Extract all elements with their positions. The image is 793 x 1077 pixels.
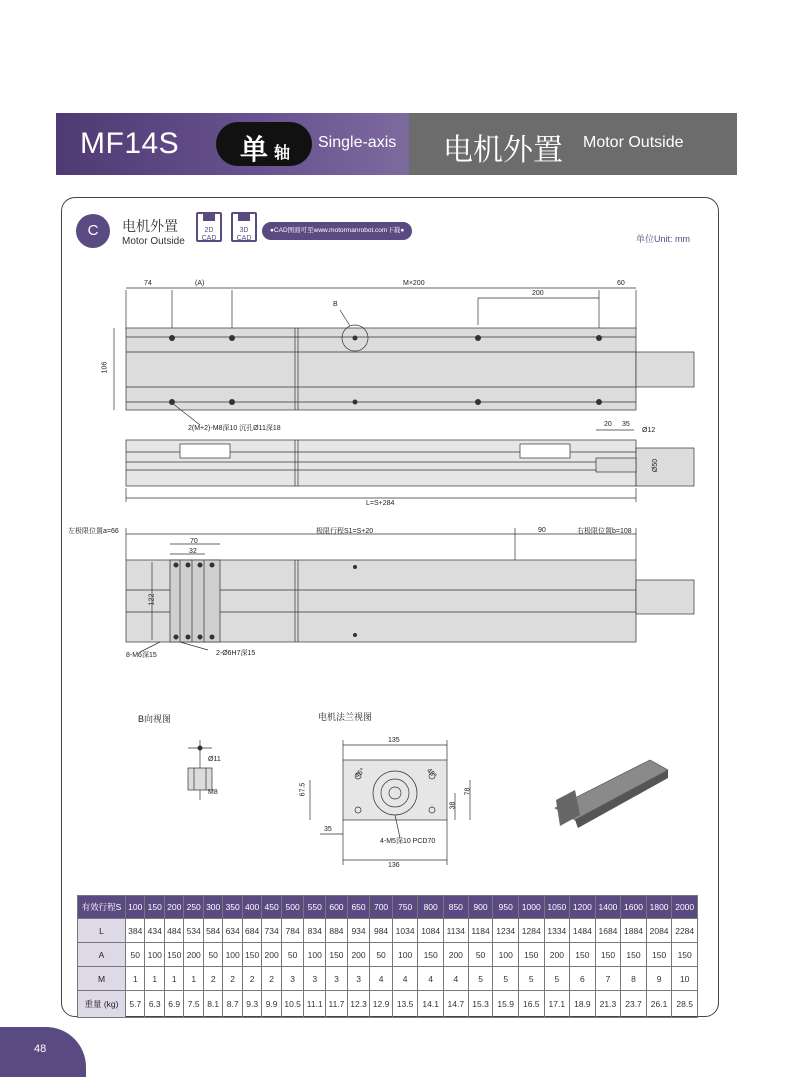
dim-135: 135 bbox=[388, 737, 400, 744]
dim-106: 106 bbox=[101, 361, 109, 374]
table-header-cell: 600 bbox=[326, 896, 348, 919]
table-header-cell: 350 bbox=[223, 896, 242, 919]
table-cell: 1 bbox=[145, 967, 164, 991]
table-cell: 8.1 bbox=[203, 991, 222, 1018]
table-header-cell: 100 bbox=[126, 896, 145, 919]
table-cell: 6.9 bbox=[164, 991, 183, 1018]
table-header-cell: 800 bbox=[418, 896, 444, 919]
table-header-cell: 550 bbox=[304, 896, 326, 919]
dim-60: 60 bbox=[617, 280, 625, 287]
table-cell: 150 bbox=[595, 943, 621, 967]
table-cell: 734 bbox=[262, 919, 281, 943]
table-cell: 834 bbox=[304, 919, 326, 943]
dim-70: 70 bbox=[190, 538, 198, 545]
table-cell: 2084 bbox=[646, 919, 672, 943]
cad-2d-label: 2D CAD bbox=[201, 227, 217, 242]
table-cell: 8.7 bbox=[223, 991, 242, 1018]
table-cell: 1 bbox=[184, 967, 203, 991]
table-cell: 684 bbox=[242, 919, 261, 943]
table-cell: 1084 bbox=[418, 919, 444, 943]
flange-dim-35: 35 bbox=[324, 826, 332, 833]
table-cell: 384 bbox=[126, 919, 145, 943]
table-header-cell: 750 bbox=[392, 896, 418, 919]
table-header-cell: 250 bbox=[184, 896, 203, 919]
table-cell: 5.7 bbox=[126, 991, 145, 1018]
table-cell: 1684 bbox=[595, 919, 621, 943]
table-cell: 150 bbox=[570, 943, 596, 967]
table-header-cell: 300 bbox=[203, 896, 222, 919]
table-cell: 16.5 bbox=[518, 991, 544, 1018]
dim-136: 136 bbox=[388, 862, 400, 869]
table-cell: 26.1 bbox=[646, 991, 672, 1018]
dim-20: 20 bbox=[604, 421, 612, 428]
table-row-label: 重量 (kg) bbox=[78, 991, 126, 1018]
table-cell: 28.5 bbox=[672, 991, 698, 1018]
table-header-cell: 650 bbox=[347, 896, 370, 919]
right-limit: 右极限位置b=108 bbox=[577, 528, 632, 535]
table-cell: 2 bbox=[223, 967, 242, 991]
table-cell: 150 bbox=[518, 943, 544, 967]
table-cell: 7 bbox=[595, 967, 621, 991]
table-cell: 5 bbox=[493, 967, 519, 991]
table-header-row bbox=[78, 896, 698, 919]
table-cell: 3 bbox=[304, 967, 326, 991]
table-row-label: M bbox=[78, 967, 126, 991]
model-name: MF14S bbox=[80, 127, 180, 160]
table-cell: 5 bbox=[544, 967, 570, 991]
table-cell: 2 bbox=[203, 967, 222, 991]
spec-table bbox=[77, 895, 698, 1018]
table-cell: 634 bbox=[223, 919, 242, 943]
length-label: L=S+284 bbox=[366, 500, 395, 507]
table-cell: 50 bbox=[468, 943, 493, 967]
table-row-label: L bbox=[78, 919, 126, 943]
dim-200: 200 bbox=[532, 290, 544, 297]
left-limit: 左极限位置a=66 bbox=[68, 528, 119, 535]
dim-90: 90 bbox=[538, 527, 546, 534]
section-title-en: Motor Outside bbox=[122, 236, 185, 247]
table-cell: 534 bbox=[184, 919, 203, 943]
table-cell: 150 bbox=[326, 943, 348, 967]
table-cell: 11.7 bbox=[326, 991, 348, 1018]
holes-note: 2(M+2)-M8深10 沉孔Ø11深18 bbox=[188, 425, 281, 432]
table-cell: 150 bbox=[621, 943, 647, 967]
table-cell: 3 bbox=[281, 967, 304, 991]
table-cell: 15.9 bbox=[493, 991, 519, 1018]
table-cell: 484 bbox=[164, 919, 183, 943]
table-header-cell: 950 bbox=[493, 896, 519, 919]
table-cell: 11.1 bbox=[304, 991, 326, 1018]
dim-12: Ø12 bbox=[642, 427, 656, 434]
cad-3d-label: 3D CAD bbox=[236, 227, 252, 242]
table-cell: 4 bbox=[443, 967, 468, 991]
table-cell: 584 bbox=[203, 919, 222, 943]
dim-38: 38 bbox=[449, 801, 457, 810]
table-cell: 200 bbox=[262, 943, 281, 967]
table-cell: 50 bbox=[126, 943, 145, 967]
table-cell: 150 bbox=[242, 943, 261, 967]
product-isometric-image bbox=[555, 760, 668, 828]
table-cell: 1134 bbox=[443, 919, 468, 943]
table-cell: 1884 bbox=[621, 919, 647, 943]
table-header-cell: 2000 bbox=[672, 896, 698, 919]
table-cell: 100 bbox=[493, 943, 519, 967]
table-header-cell: 200 bbox=[164, 896, 183, 919]
table-cell: 3 bbox=[326, 967, 348, 991]
table-cell: 5 bbox=[468, 967, 493, 991]
table-header-cell: 1800 bbox=[646, 896, 672, 919]
section-badge: C bbox=[76, 214, 110, 248]
table-row bbox=[78, 991, 698, 1018]
table-cell: 200 bbox=[347, 943, 370, 967]
table-cell: 1184 bbox=[468, 919, 493, 943]
page-number: 48 bbox=[34, 1043, 47, 1055]
single-axis-label: Single-axis bbox=[318, 134, 397, 151]
table-cell: 10 bbox=[672, 967, 698, 991]
table-cell: 23.7 bbox=[621, 991, 647, 1018]
b-view-title: B向视图 bbox=[138, 714, 172, 724]
motor-title-en: Motor Outside bbox=[583, 134, 684, 151]
table-row bbox=[78, 967, 698, 991]
dim-m200: M×200 bbox=[403, 280, 425, 287]
section-title-cn: 电机外置 bbox=[122, 218, 178, 234]
dim-78: 78 bbox=[464, 787, 472, 796]
table-header-cell: 400 bbox=[242, 896, 261, 919]
table-cell: 150 bbox=[672, 943, 698, 967]
table-header-cell: 1600 bbox=[621, 896, 647, 919]
table-cell: 2 bbox=[262, 967, 281, 991]
table-cell: 150 bbox=[418, 943, 444, 967]
table-cell: 4 bbox=[370, 967, 393, 991]
stroke-label: 极限行程S1=S+20 bbox=[316, 528, 374, 535]
dim-32: 32 bbox=[189, 548, 197, 555]
angle-left: 45° bbox=[354, 767, 367, 780]
b-view-dia: Ø11 bbox=[208, 756, 221, 763]
table-cell: 1234 bbox=[493, 919, 519, 943]
table-row bbox=[78, 943, 698, 967]
table-header-cell: 850 bbox=[443, 896, 468, 919]
table-cell: 2 bbox=[242, 967, 261, 991]
table-header-cell: 500 bbox=[281, 896, 304, 919]
table-header-cell: 1200 bbox=[570, 896, 596, 919]
table-cell: 18.9 bbox=[570, 991, 596, 1018]
table-cell: 9.9 bbox=[262, 991, 281, 1018]
table-cell: 784 bbox=[281, 919, 304, 943]
table-cell: 934 bbox=[347, 919, 370, 943]
table-header-cell: 1050 bbox=[544, 896, 570, 919]
table-cell: 12.3 bbox=[347, 991, 370, 1018]
table-header-cell: 700 bbox=[370, 896, 393, 919]
dim-35: 35 bbox=[622, 421, 630, 428]
table-cell: 4 bbox=[418, 967, 444, 991]
table-cell: 7.5 bbox=[184, 991, 203, 1018]
dim-67-5: 67.5 bbox=[299, 782, 307, 797]
table-row bbox=[78, 919, 698, 943]
table-cell: 8 bbox=[621, 967, 647, 991]
table-cell: 200 bbox=[443, 943, 468, 967]
table-cell: 15.3 bbox=[468, 991, 493, 1018]
axis-big: 单 bbox=[240, 134, 269, 165]
table-header-cell: 450 bbox=[262, 896, 281, 919]
axis-small: 轴 bbox=[274, 145, 291, 162]
table-body bbox=[78, 919, 698, 1018]
table-cell: 14.7 bbox=[443, 991, 468, 1018]
dim-50: Ø50 bbox=[652, 458, 660, 473]
label-b: B bbox=[333, 301, 338, 308]
flange-note: 4-M5深10 PCD70 bbox=[380, 838, 436, 845]
table-cell: 9 bbox=[646, 967, 672, 991]
table-header-cell: 150 bbox=[145, 896, 164, 919]
table-cell: 50 bbox=[370, 943, 393, 967]
dim-122: 122 bbox=[148, 593, 156, 606]
table-cell: 2284 bbox=[672, 919, 698, 943]
table-cell: 6.3 bbox=[145, 991, 164, 1018]
table-cell: 13.5 bbox=[392, 991, 418, 1018]
table-cell: 12.9 bbox=[370, 991, 393, 1018]
table-cell: 884 bbox=[326, 919, 348, 943]
table-cell: 1484 bbox=[570, 919, 596, 943]
table-cell: 50 bbox=[281, 943, 304, 967]
table-cell: 9.3 bbox=[242, 991, 261, 1018]
table-cell: 4 bbox=[392, 967, 418, 991]
table-header-cell: 1000 bbox=[518, 896, 544, 919]
table-header-cell: 1400 bbox=[595, 896, 621, 919]
table-cell: 150 bbox=[646, 943, 672, 967]
b-view-thread: M8 bbox=[208, 789, 218, 796]
m6-note: 8-M6深15 bbox=[126, 652, 157, 659]
table-cell: 1034 bbox=[392, 919, 418, 943]
table-cell: 3 bbox=[347, 967, 370, 991]
table-cell: 984 bbox=[370, 919, 393, 943]
table-cell: 1284 bbox=[518, 919, 544, 943]
table-cell: 5 bbox=[518, 967, 544, 991]
dim-a: (A) bbox=[195, 280, 205, 287]
table-cell: 6 bbox=[570, 967, 596, 991]
flange-view-title: 电机法兰视图 bbox=[318, 712, 373, 722]
unit-label: 单位Unit: mm bbox=[636, 234, 691, 244]
table-cell: 150 bbox=[164, 943, 183, 967]
dim-74: 74 bbox=[144, 280, 152, 287]
table-cell: 200 bbox=[184, 943, 203, 967]
table-cell: 100 bbox=[145, 943, 164, 967]
table-cell: 1 bbox=[164, 967, 183, 991]
table-cell: 14.1 bbox=[418, 991, 444, 1018]
table-cell: 21.3 bbox=[595, 991, 621, 1018]
table-cell: 434 bbox=[145, 919, 164, 943]
table-cell: 1 bbox=[126, 967, 145, 991]
table-cell: 200 bbox=[544, 943, 570, 967]
table-row-label: A bbox=[78, 943, 126, 967]
table-header-label: 有效行程S bbox=[78, 896, 126, 919]
table-cell: 1334 bbox=[544, 919, 570, 943]
angle-right: 45° bbox=[425, 767, 438, 780]
table-header-cell: 900 bbox=[468, 896, 493, 919]
pin-note: 2-Ø6H7深15 bbox=[216, 650, 256, 657]
motor-title-cn: 电机外置 bbox=[443, 134, 563, 167]
cad-download-note[interactable]: ●CAD图面可至www.motormanrobot.com下载● bbox=[262, 222, 412, 240]
table-cell: 100 bbox=[223, 943, 242, 967]
table-cell: 100 bbox=[392, 943, 418, 967]
table-cell: 17.1 bbox=[544, 991, 570, 1018]
table-cell: 100 bbox=[304, 943, 326, 967]
table-cell: 10.5 bbox=[281, 991, 304, 1018]
table-cell: 50 bbox=[203, 943, 222, 967]
